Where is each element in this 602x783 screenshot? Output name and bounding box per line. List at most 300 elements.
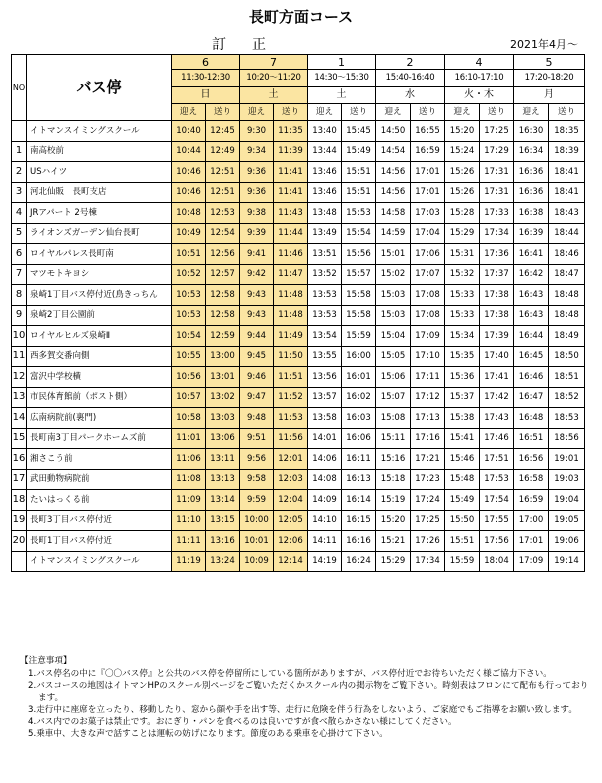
time-cell: 11:06: [172, 449, 206, 470]
time-cell: 13:46: [308, 182, 342, 203]
time-cell: 15:07: [376, 387, 411, 408]
time-cell: 16:39: [514, 223, 549, 244]
time-cell: 15:11: [376, 428, 411, 449]
time-cell: 11:09: [172, 490, 206, 511]
time-cell: 18:49: [549, 326, 585, 347]
table-row: [12, 264, 585, 285]
time-cell: 18:41: [549, 162, 585, 183]
dropoff-header: 送り: [411, 104, 445, 121]
time-cell: 13:11: [206, 449, 240, 470]
notes-list: [20, 668, 590, 740]
stop-number: 3: [12, 182, 27, 203]
time-cell: 15:08: [376, 408, 411, 429]
stop-number: 18: [12, 490, 27, 511]
table-row: [12, 490, 585, 511]
time-cell: 17:09: [411, 326, 445, 347]
day-header: 月: [514, 87, 585, 104]
time-cell: 9:58: [240, 469, 274, 490]
time-cell: 10:53: [172, 285, 206, 306]
time-cell: 14:19: [308, 551, 342, 572]
time-cell: 17:12: [411, 387, 445, 408]
table-row: [12, 531, 585, 552]
stop-name: 湘さこう前: [27, 449, 172, 470]
time-cell: 15:33: [445, 305, 480, 326]
time-cell: 12:56: [206, 244, 240, 265]
time-cell: 16:42: [514, 264, 549, 285]
note-item: 2.バスコースの地図はイトマンHPのスクール別ページをご覧いただくかスクール内の掲示物をご覧下さい。時刻表はフロンにて配布も行っております。: [28, 681, 589, 703]
stop-name: ロイヤルパレス長町南: [27, 244, 172, 265]
time-cell: 16:47: [514, 387, 549, 408]
time-cell: 12:03: [274, 469, 308, 490]
time-cell: 17:34: [480, 223, 514, 244]
stop-number: 2: [12, 162, 27, 183]
time-cell: 15:20: [376, 510, 411, 531]
time-cell: 16:16: [342, 531, 376, 552]
stop-number: 13: [12, 387, 27, 408]
time-cell: 10:46: [172, 162, 206, 183]
time-cell: 11:35: [274, 121, 308, 142]
day-header: 火・木: [445, 87, 514, 104]
time-cell: 18:46: [549, 244, 585, 265]
time-cell: 16:48: [514, 408, 549, 429]
time-cell: 15:59: [445, 551, 480, 572]
group-header: 6: [172, 55, 240, 70]
stop-name: USハイツ: [27, 162, 172, 183]
time-cell: 17:37: [480, 264, 514, 285]
time-cell: 15:50: [445, 510, 480, 531]
note-item: 3.走行中に座席を立ったり、移動したり、窓から顔や手を出す等、走行に危険を伴う行為をしないよう、ご家庭でもご指導をお願い致します。: [28, 705, 577, 715]
time-cell: 10:56: [172, 367, 206, 388]
stop-header: バス停: [27, 55, 172, 121]
time-cell: 17:25: [411, 510, 445, 531]
time-cell: 17:03: [411, 203, 445, 224]
day-header: 土: [308, 87, 376, 104]
time-cell: 18:41: [549, 182, 585, 203]
time-cell: 13:53: [308, 285, 342, 306]
time-cell: 15:03: [376, 285, 411, 306]
time-cell: 15:51: [342, 162, 376, 183]
time-cell: 15:49: [342, 141, 376, 162]
time-cell: 15:28: [445, 203, 480, 224]
time-cell: 13:52: [308, 264, 342, 285]
group-header: 1: [308, 55, 376, 70]
table-row: [12, 223, 585, 244]
time-cell: 17:08: [411, 305, 445, 326]
time-cell: 16:34: [514, 141, 549, 162]
stop-name: 長町南3丁目パークホームズ前: [27, 428, 172, 449]
time-cell: 11:48: [274, 305, 308, 326]
time-cell: 9:30: [240, 121, 274, 142]
time-cell: 9:56: [240, 449, 274, 470]
time-cell: 13:53: [308, 305, 342, 326]
time-cell: 14:08: [308, 469, 342, 490]
time-cell: 17:21: [411, 449, 445, 470]
time-cell: 14:01: [308, 428, 342, 449]
time-cell: 9:44: [240, 326, 274, 347]
table-row: [12, 469, 585, 490]
time-cell: 17:29: [480, 141, 514, 162]
time-cell: 12:53: [206, 203, 240, 224]
time-cell: 10:53: [172, 305, 206, 326]
time-cell: 9:47: [240, 387, 274, 408]
time-cell: 15:35: [445, 346, 480, 367]
time-cell: 16:41: [514, 244, 549, 265]
time-cell: 15:58: [342, 285, 376, 306]
time-cell: 15:33: [445, 285, 480, 306]
time-cell: 17:25: [480, 121, 514, 142]
time-cell: 15:49: [445, 490, 480, 511]
time-cell: 11:11: [172, 531, 206, 552]
table-row: [12, 428, 585, 449]
time-cell: 16:24: [342, 551, 376, 572]
group-header: 2: [376, 55, 445, 70]
time-cell: 16:11: [342, 449, 376, 470]
stop-name: 長町3丁目バス停付近: [27, 510, 172, 531]
time-cell: 12:58: [206, 285, 240, 306]
group-header: 5: [514, 55, 585, 70]
dropoff-header: 送り: [480, 104, 514, 121]
stop-number: 16: [12, 449, 27, 470]
time-cell: 17:13: [411, 408, 445, 429]
stop-name: マツモトキヨシ: [27, 264, 172, 285]
time-cell: 11:39: [274, 141, 308, 162]
time-cell: 17:04: [411, 223, 445, 244]
stop-number: 20: [12, 531, 27, 552]
time-cell: 14:56: [376, 182, 411, 203]
time-cell: 15:58: [342, 305, 376, 326]
time-cell: 12:51: [206, 182, 240, 203]
time-cell: 15:06: [376, 367, 411, 388]
time-cell: 11:46: [274, 244, 308, 265]
time-cell: 17:55: [480, 510, 514, 531]
stop-name: JRアパート 2号棟: [27, 203, 172, 224]
time-cell: 13:49: [308, 223, 342, 244]
time-cell: 16:03: [342, 408, 376, 429]
time-cell: 16:59: [411, 141, 445, 162]
time-cell: 13:56: [308, 367, 342, 388]
time-cell: 19:14: [549, 551, 585, 572]
time-cell: 13:46: [308, 162, 342, 183]
time-range-header: 11:30-12:30: [172, 70, 240, 87]
time-cell: 15:54: [342, 223, 376, 244]
dropoff-header: 送り: [274, 104, 308, 121]
time-cell: 10:49: [172, 223, 206, 244]
stop-number: [12, 121, 27, 142]
time-cell: 18:43: [549, 203, 585, 224]
time-cell: 11:10: [172, 510, 206, 531]
time-cell: 16:06: [342, 428, 376, 449]
time-cell: 13:01: [206, 367, 240, 388]
time-cell: 16:59: [514, 490, 549, 511]
note-item: 5.乗車中、大きな声で話すことは運転の妨げになります。節度のある乗車を心掛けて下さい。: [28, 729, 388, 739]
time-cell: 12:54: [206, 223, 240, 244]
time-cell: 14:56: [376, 162, 411, 183]
time-cell: 16:36: [514, 162, 549, 183]
time-cell: 11:56: [274, 428, 308, 449]
time-cell: 15:29: [445, 223, 480, 244]
time-cell: 13:54: [308, 326, 342, 347]
time-cell: 17:40: [480, 346, 514, 367]
table-row: [12, 162, 585, 183]
time-cell: 15:31: [445, 244, 480, 265]
time-cell: 15:46: [445, 449, 480, 470]
time-cell: 15:20: [445, 121, 480, 142]
time-cell: 15:21: [376, 531, 411, 552]
stop-number: 4: [12, 203, 27, 224]
time-range-header: 15:40-16:40: [376, 70, 445, 87]
stop-number: 6: [12, 244, 27, 265]
day-header: 土: [240, 87, 308, 104]
time-cell: 10:01: [240, 531, 274, 552]
stop-number: [12, 551, 27, 572]
stop-number: 5: [12, 223, 27, 244]
time-cell: 9:36: [240, 162, 274, 183]
time-cell: 11:08: [172, 469, 206, 490]
time-cell: 19:03: [549, 469, 585, 490]
time-cell: 17:09: [514, 551, 549, 572]
stop-number: 17: [12, 469, 27, 490]
time-cell: 13:48: [308, 203, 342, 224]
time-cell: 18:50: [549, 346, 585, 367]
time-cell: 9:39: [240, 223, 274, 244]
stop-name: ロイヤルヒルズ泉崎Ⅱ: [27, 326, 172, 347]
stop-name: 南高校前: [27, 141, 172, 162]
time-cell: 14:11: [308, 531, 342, 552]
group-header: 4: [445, 55, 514, 70]
time-cell: 18:51: [549, 367, 585, 388]
time-cell: 9:45: [240, 346, 274, 367]
time-cell: 13:58: [308, 408, 342, 429]
time-cell: 17:00: [514, 510, 549, 531]
time-cell: 13:40: [308, 121, 342, 142]
time-cell: 16:13: [342, 469, 376, 490]
time-cell: 9:46: [240, 367, 274, 388]
time-cell: 18:52: [549, 387, 585, 408]
time-cell: 9:36: [240, 182, 274, 203]
time-cell: 16:56: [514, 449, 549, 470]
dropoff-header: 送り: [342, 104, 376, 121]
time-cell: 15:59: [342, 326, 376, 347]
time-cell: 9:48: [240, 408, 274, 429]
pickup-header: 迎え: [376, 104, 411, 121]
time-cell: 9:38: [240, 203, 274, 224]
no-header: NO: [12, 55, 27, 121]
time-cell: 18:48: [549, 285, 585, 306]
dropoff-header: 送り: [206, 104, 240, 121]
time-cell: 12:14: [274, 551, 308, 572]
table-row: [12, 285, 585, 306]
time-cell: 13:44: [308, 141, 342, 162]
time-cell: 11:41: [274, 162, 308, 183]
time-cell: 17:53: [480, 469, 514, 490]
time-cell: 11:41: [274, 182, 308, 203]
time-cell: 13:55: [308, 346, 342, 367]
date-label: 2021年4月～: [510, 38, 578, 51]
time-cell: 16:46: [514, 367, 549, 388]
time-cell: 14:54: [376, 141, 411, 162]
time-cell: 12:05: [274, 510, 308, 531]
page-title: 長町方面コース: [248, 8, 354, 26]
time-cell: 17:16: [411, 428, 445, 449]
time-cell: 10:00: [240, 510, 274, 531]
stop-name: たいはっくる前: [27, 490, 172, 511]
time-cell: 15:04: [376, 326, 411, 347]
time-cell: 14:06: [308, 449, 342, 470]
pickup-header: 迎え: [308, 104, 342, 121]
time-cell: 15:38: [445, 408, 480, 429]
time-cell: 10:54: [172, 326, 206, 347]
time-cell: 19:04: [549, 490, 585, 511]
time-cell: 13:14: [206, 490, 240, 511]
time-cell: 11:47: [274, 264, 308, 285]
time-cell: 16:44: [514, 326, 549, 347]
stop-name: 長町1丁目バス停付近: [27, 531, 172, 552]
time-cell: 10:40: [172, 121, 206, 142]
stop-name: イトマンスイミングスクール: [27, 551, 172, 572]
time-cell: 18:44: [549, 223, 585, 244]
time-cell: 14:10: [308, 510, 342, 531]
time-cell: 9:51: [240, 428, 274, 449]
time-cell: 13:15: [206, 510, 240, 531]
time-cell: 15:16: [376, 449, 411, 470]
time-cell: 13:00: [206, 346, 240, 367]
time-range-header: 17:20-18:20: [514, 70, 585, 87]
time-cell: 12:06: [274, 531, 308, 552]
note-item: 1.バス停名の中に『〇〇バス停』と公共のバス停を停留所にしている箇所がありますが、バス停付近でお待ちいただく様ご協力下さい。: [28, 669, 552, 679]
pickup-header: 迎え: [240, 104, 274, 121]
time-cell: 13:13: [206, 469, 240, 490]
time-range-header: 16:10-17:10: [445, 70, 514, 87]
time-cell: 15:29: [376, 551, 411, 572]
time-cell: 15:02: [376, 264, 411, 285]
table-row: [12, 121, 585, 142]
time-cell: 17:56: [480, 531, 514, 552]
time-cell: 17:54: [480, 490, 514, 511]
time-cell: 17:42: [480, 387, 514, 408]
time-cell: 18:04: [480, 551, 514, 572]
time-cell: 10:46: [172, 182, 206, 203]
time-cell: 17:31: [480, 182, 514, 203]
time-cell: 12:58: [206, 305, 240, 326]
time-cell: 11:50: [274, 346, 308, 367]
time-cell: 10:51: [172, 244, 206, 265]
time-cell: 16:38: [514, 203, 549, 224]
time-cell: 10:09: [240, 551, 274, 572]
pickup-header: 迎え: [445, 104, 480, 121]
time-cell: 17:38: [480, 285, 514, 306]
time-cell: 17:01: [514, 531, 549, 552]
table-row: [12, 551, 585, 572]
notes-section: [20, 655, 590, 740]
time-cell: 12:57: [206, 264, 240, 285]
time-cell: 16:58: [514, 469, 549, 490]
time-cell: 16:01: [342, 367, 376, 388]
time-cell: 13:57: [308, 387, 342, 408]
stop-number: 14: [12, 408, 27, 429]
time-cell: 17:33: [480, 203, 514, 224]
time-cell: 16:36: [514, 182, 549, 203]
time-cell: 17:41: [480, 367, 514, 388]
time-cell: 15:51: [342, 182, 376, 203]
time-cell: 17:11: [411, 367, 445, 388]
pickup-header: 迎え: [514, 104, 549, 121]
time-cell: 12:51: [206, 162, 240, 183]
stop-name: 西多賀交番向側: [27, 346, 172, 367]
time-cell: 14:59: [376, 223, 411, 244]
time-cell: 15:48: [445, 469, 480, 490]
notes-heading: 【注意事項】: [20, 656, 72, 666]
time-cell: 17:24: [411, 490, 445, 511]
time-cell: 12:01: [274, 449, 308, 470]
time-cell: 15:37: [445, 387, 480, 408]
table-row: [12, 326, 585, 347]
time-cell: 15:01: [376, 244, 411, 265]
time-cell: 16:43: [514, 305, 549, 326]
time-cell: 15:24: [445, 141, 480, 162]
time-cell: 17:06: [411, 244, 445, 265]
time-cell: 17:07: [411, 264, 445, 285]
stop-number: 12: [12, 367, 27, 388]
time-cell: 14:50: [376, 121, 411, 142]
time-cell: 11:48: [274, 285, 308, 306]
time-cell: 10:52: [172, 264, 206, 285]
table-row: [12, 408, 585, 429]
time-cell: 10:58: [172, 408, 206, 429]
time-cell: 10:57: [172, 387, 206, 408]
time-cell: 9:41: [240, 244, 274, 265]
time-cell: 15:19: [376, 490, 411, 511]
stop-name: 市民体育館前（ポスト側）: [27, 387, 172, 408]
stop-name: 泉崎2丁目公園前: [27, 305, 172, 326]
stop-name: イトマンスイミングスクール: [27, 121, 172, 142]
header-row-groups: [12, 55, 585, 70]
time-cell: 17:51: [480, 449, 514, 470]
table-row: [12, 367, 585, 388]
stop-name: 広南病院前(裏門): [27, 408, 172, 429]
time-cell: 16:15: [342, 510, 376, 531]
time-cell: 16:02: [342, 387, 376, 408]
note-item: 4.バス内でのお菓子は禁止です。おにぎり・パンを食べるのは良いですが食べ散らかさない様にしてください。: [28, 717, 457, 727]
group-header: 7: [240, 55, 308, 70]
stop-name: 河北仙販 長町支店: [27, 182, 172, 203]
table-row: [12, 203, 585, 224]
stop-name: 泉崎1丁目バス停付近(鳥きっちん: [27, 285, 172, 306]
time-cell: 15:45: [342, 121, 376, 142]
time-cell: 17:34: [411, 551, 445, 572]
table-row: [12, 182, 585, 203]
stop-number: 9: [12, 305, 27, 326]
table-row: [12, 305, 585, 326]
time-cell: 13:03: [206, 408, 240, 429]
time-cell: 9:43: [240, 305, 274, 326]
time-cell: 17:23: [411, 469, 445, 490]
time-cell: 19:06: [549, 531, 585, 552]
day-header: 水: [376, 87, 445, 104]
time-cell: 11:43: [274, 203, 308, 224]
time-cell: 9:42: [240, 264, 274, 285]
time-range-header: 14:30～15:30: [308, 70, 376, 87]
time-range-header: 10:20～11:20: [240, 70, 308, 87]
time-cell: 12:59: [206, 326, 240, 347]
time-cell: 16:00: [342, 346, 376, 367]
time-cell: 12:04: [274, 490, 308, 511]
time-cell: 15:36: [445, 367, 480, 388]
time-cell: 16:43: [514, 285, 549, 306]
time-cell: 17:01: [411, 162, 445, 183]
time-cell: 18:53: [549, 408, 585, 429]
time-cell: 15:32: [445, 264, 480, 285]
time-cell: 15:03: [376, 305, 411, 326]
